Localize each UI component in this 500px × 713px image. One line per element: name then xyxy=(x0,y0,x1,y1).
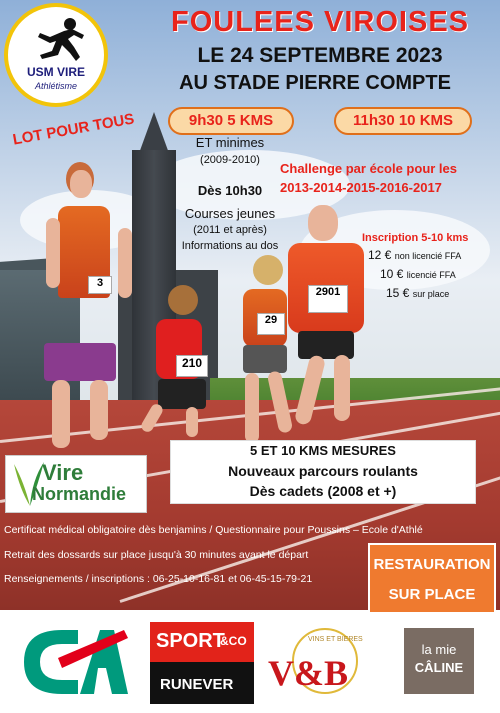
vandb-logo xyxy=(262,628,380,708)
info-line2: Nouveaux parcours roulants xyxy=(228,463,418,479)
club-logo xyxy=(4,3,108,107)
bib: 210 xyxy=(176,355,208,377)
runner-boy xyxy=(142,285,222,435)
price-amount: 10 € xyxy=(380,267,404,281)
minimes-line2: (2009-2010) xyxy=(200,154,260,166)
minimes-line1: ET minimes xyxy=(195,135,265,150)
bib: 2901 xyxy=(308,285,348,313)
vire-logo-line2: Normandie xyxy=(32,484,127,504)
course-info-box xyxy=(170,440,476,504)
bib: 29 xyxy=(257,313,285,335)
bottom-info-line: Retrait des dossards sur place jusqu'à 30 minutes avant le départ xyxy=(4,549,309,561)
club-name: USM VIRE xyxy=(26,65,85,79)
info-line3: Dès cadets (2008 et +) xyxy=(249,483,397,499)
la-mie-caline-logo xyxy=(404,628,474,694)
challenge-line2: 2013-2014-2015-2016-2017 xyxy=(280,180,442,195)
bottom-info-line: Renseignements / inscriptions : 06-25-10-16-81 et 06-45-15-79-21 xyxy=(4,573,313,585)
lamie-line2: CÂLINE xyxy=(414,660,464,675)
runner-silhouette-icon xyxy=(30,17,86,63)
bib: 3 xyxy=(88,276,112,294)
race-10km-pill: 11h30 10 KMS xyxy=(334,107,472,135)
resto-line2: SUR PLACE xyxy=(388,586,476,603)
sponsor-bar xyxy=(0,612,500,713)
event-date: LE 24 SEPTEMBRE 2023 xyxy=(197,44,443,67)
price-note: sur place xyxy=(412,289,450,299)
jeunes-line3: Informations au dos xyxy=(181,240,279,252)
lot-pour-tous: LOT POUR TOUS xyxy=(11,110,136,149)
challenge-line1: Challenge par école pour les xyxy=(280,161,457,176)
sport-co-title: SPORT xyxy=(156,630,225,652)
price-amount: 15 € xyxy=(386,286,410,300)
price-amount: 12 € xyxy=(368,248,392,262)
info-line1: 5 ET 10 KMS MESURES xyxy=(250,443,396,458)
jeunes-line2: (2011 et après) xyxy=(193,224,267,236)
price-row xyxy=(380,267,496,281)
restauration-badge xyxy=(368,543,496,617)
credit-agricole-logo-icon xyxy=(18,622,130,702)
event-venue: AU STADE PIERRE COMPTE xyxy=(179,72,451,94)
resto-line1: RESTAURATION xyxy=(373,556,491,573)
jeunes-time: Dès 10h30 xyxy=(197,183,263,198)
price-note: non licencié FFA xyxy=(394,251,462,261)
sport-co-runever: RUNEVER xyxy=(160,676,234,693)
price-row xyxy=(368,248,496,262)
lamie-line1: la mie xyxy=(421,642,457,657)
runner-girl xyxy=(40,158,140,448)
sport-co-amp: &CO xyxy=(220,634,247,648)
vandb-title: V&B xyxy=(268,653,348,693)
sport-co-logo xyxy=(150,622,254,704)
race-5km-pill: 9h30 5 KMS xyxy=(168,107,294,135)
club-subtitle: Athlétisme xyxy=(34,81,78,91)
jeunes-line1: Courses jeunes xyxy=(184,206,276,221)
vire-logo-line1: Vire xyxy=(42,460,84,485)
price-row xyxy=(386,286,496,300)
bottom-info-line: Certificat médical obligatoire dès benjamins / Questionnaire pour Poussins – Ecole d'Athlé xyxy=(4,524,423,536)
event-title: FOULEES VIROISES xyxy=(171,6,469,38)
vandb-subtitle: VINS ET BIERES xyxy=(308,636,363,643)
inscription-title: Inscription 5-10 kms xyxy=(362,232,469,244)
vire-normandie-logo xyxy=(5,455,147,513)
price-note: licencié FFA xyxy=(406,270,456,280)
